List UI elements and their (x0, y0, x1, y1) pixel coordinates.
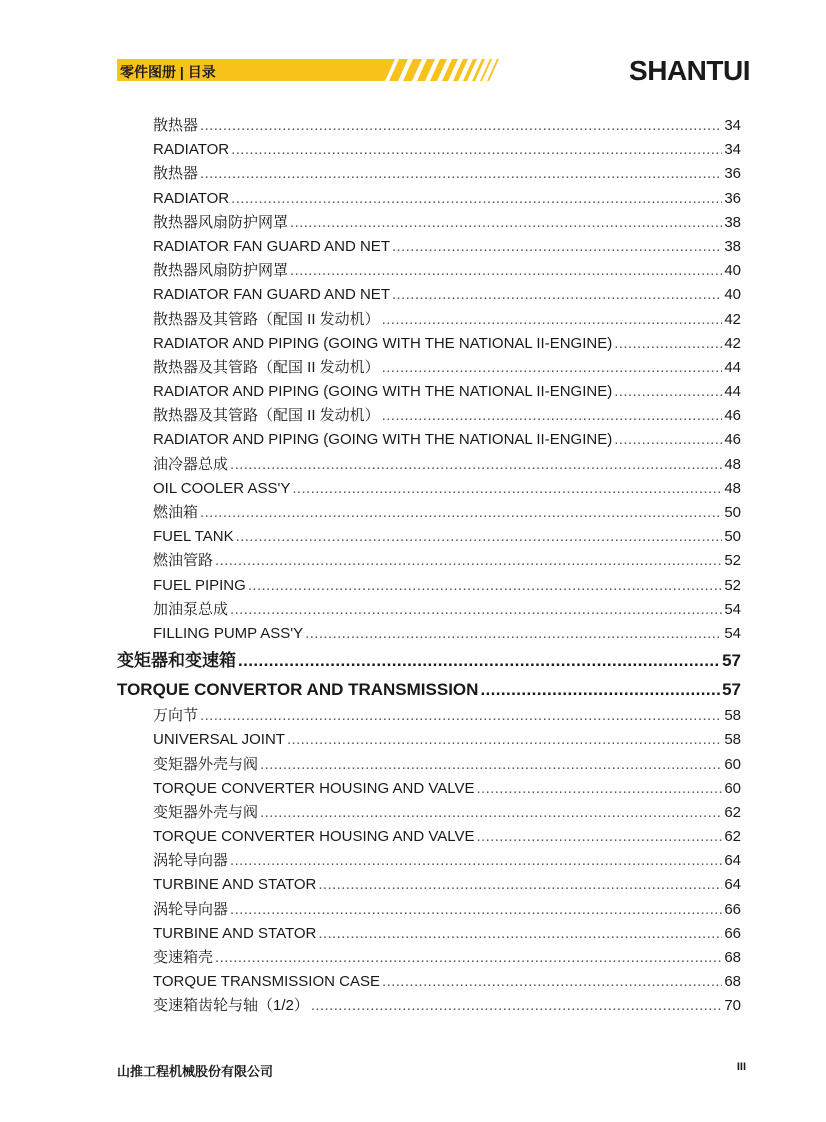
toc-leader-dots (230, 453, 722, 477)
toc-leader-dots (382, 970, 722, 994)
toc-entry-page: 44 (724, 358, 741, 376)
toc-entry[interactable] (117, 922, 741, 946)
toc-entry[interactable] (117, 898, 741, 922)
toc-entry-title: 变速箱齿轮与轴（1/2） (153, 997, 309, 1015)
toc-entry-page: 40 (724, 262, 741, 280)
toc-leader-dots (287, 728, 722, 752)
toc-leader-dots (230, 598, 722, 622)
page-number: III (736, 1061, 746, 1073)
shantui-logo: SHANTUI (629, 55, 750, 86)
toc-entry-title: FUEL TANK (153, 528, 234, 546)
toc-entry[interactable] (117, 332, 741, 356)
toc-entry[interactable] (117, 404, 741, 428)
toc-entry-page: 42 (724, 334, 741, 352)
toc-leader-dots (614, 332, 722, 356)
toc-entry-page: 36 (724, 189, 741, 207)
toc-entry-page: 68 (724, 973, 741, 991)
toc-entry[interactable] (117, 211, 741, 235)
toc-entry-title: TORQUE CONVERTER HOUSING AND VALVE (153, 779, 475, 797)
toc-entry-page: 50 (724, 504, 741, 521)
toc-entry[interactable] (117, 235, 741, 259)
toc-entry-page: 64 (724, 876, 741, 894)
toc-entry-page: 44 (724, 383, 741, 401)
toc-entry-page: 57 (722, 680, 741, 700)
toc-entry-page: 38 (724, 213, 741, 231)
toc-entry[interactable] (117, 549, 741, 573)
toc-entry-page: 54 (724, 600, 741, 618)
toc-entry-page: 66 (724, 924, 741, 942)
toc-leader-dots (476, 777, 722, 801)
toc-entry-page: 60 (724, 779, 741, 797)
toc-entry-title: FILLING PUMP ASS'Y (153, 624, 304, 642)
toc-entry-title: 散热器及其管路（配国 II 发动机） (153, 310, 380, 328)
toc-entry[interactable] (117, 187, 741, 211)
toc-entry-title: 变矩器外壳与阀 (153, 755, 259, 773)
company-name: 山推工程机械股份有限公司 (117, 1064, 274, 1079)
toc-leader-dots (290, 259, 722, 283)
toc-leader-dots (476, 825, 722, 849)
toc-entry-page: 66 (724, 900, 741, 918)
toc-leader-dots (200, 114, 722, 138)
toc-entry-page: 70 (724, 997, 741, 1015)
toc-leader-dots (382, 404, 723, 428)
table-of-contents (117, 114, 741, 1019)
toc-entry[interactable] (117, 162, 741, 186)
toc-entry-page: 58 (724, 731, 741, 749)
toc-leader-dots (200, 162, 722, 186)
toc-entry-title: 散热器及其管路（配国 II 发动机） (153, 358, 380, 376)
toc-leader-dots (248, 574, 723, 598)
toc-leader-dots (238, 646, 720, 675)
toc-leader-dots (480, 675, 720, 704)
toc-entry-page: 68 (724, 949, 741, 966)
toc-leader-dots (236, 525, 723, 549)
toc-leader-dots (215, 946, 722, 970)
toc-entry[interactable] (117, 777, 741, 801)
toc-leader-dots (382, 356, 723, 380)
toc-entry[interactable] (117, 598, 741, 622)
toc-leader-dots (305, 622, 722, 646)
toc-leader-dots (392, 235, 722, 259)
toc-entry[interactable] (117, 525, 741, 549)
toc-leader-dots (200, 501, 722, 525)
toc-leader-dots (200, 704, 722, 728)
toc-entry-title: 万向节 (153, 707, 199, 725)
toc-leader-dots (318, 873, 722, 897)
toc-entry-page: 34 (724, 141, 741, 159)
toc-entry[interactable] (117, 873, 741, 897)
toc-leader-dots (614, 380, 722, 404)
toc-entry-title: RADIATOR AND PIPING (GOING WITH THE NATIONAL II-ENGINE) (153, 383, 613, 401)
toc-entry-page: 52 (724, 552, 741, 570)
toc-entry-page: 46 (724, 407, 741, 425)
toc-entry-page: 46 (724, 431, 741, 449)
document-title: 零件图册 | 目录 (120, 64, 216, 80)
toc-entry-page: 62 (724, 803, 741, 821)
toc-entry-title: 散热器 (153, 165, 199, 183)
toc-leader-dots (382, 308, 723, 332)
toc-entry-title: TURBINE AND STATOR (153, 876, 317, 894)
toc-leader-dots (260, 801, 722, 825)
toc-entry-title: TORQUE TRANSMISSION CASE (153, 973, 380, 991)
toc-entry-title: RADIATOR (153, 141, 230, 159)
toc-entry-page: 62 (724, 828, 741, 846)
toc-entry-title: 变速箱壳 (153, 949, 214, 966)
toc-entry-title: 涡轮导向器 (153, 900, 229, 918)
toc-entry[interactable] (117, 356, 741, 380)
toc-entry-page: 54 (724, 624, 741, 642)
toc-entry-page: 52 (724, 576, 741, 594)
toc-entry-title: 涡轮导向器 (153, 852, 229, 870)
toc-entry-title: 散热器风扇防护网罩 (153, 262, 289, 280)
toc-entry-page: 64 (724, 852, 741, 870)
toc-entry-title: TORQUE CONVERTOR AND TRANSMISSION (117, 680, 479, 700)
toc-entry[interactable] (117, 704, 741, 728)
toc-entry-page: 34 (724, 117, 741, 134)
toc-entry-page: 42 (724, 310, 741, 328)
toc-entry-title: 燃油箱 (153, 504, 199, 521)
toc-entry[interactable] (117, 574, 741, 598)
toc-entry-title: 燃油管路 (153, 552, 214, 570)
toc-entry[interactable] (117, 994, 741, 1018)
toc-entry-page: 48 (724, 455, 741, 473)
toc-entry-title: 加油泵总成 (153, 600, 229, 618)
toc-leader-dots (231, 138, 722, 162)
toc-entry[interactable] (117, 849, 741, 873)
toc-entry[interactable] (117, 753, 741, 777)
toc-entry-page: 60 (724, 755, 741, 773)
toc-leader-dots (230, 849, 722, 873)
toc-leader-dots (260, 753, 722, 777)
toc-entry[interactable] (117, 453, 741, 477)
toc-entry-page: 57 (722, 651, 741, 671)
toc-entry-title: TURBINE AND STATOR (153, 924, 317, 942)
toc-entry-page: 48 (724, 479, 741, 497)
toc-entry-title: UNIVERSAL JOINT (153, 731, 285, 749)
toc-entry[interactable] (117, 114, 741, 138)
toc-entry[interactable] (117, 501, 741, 525)
toc-entry-title: OIL COOLER ASS'Y (153, 479, 291, 497)
toc-entry-page: 38 (724, 237, 741, 255)
toc-entry[interactable] (117, 622, 741, 646)
toc-entry[interactable] (117, 477, 741, 501)
toc-entry-title: 散热器 (153, 117, 199, 134)
toc-entry-title: 油冷器总成 (153, 455, 229, 473)
toc-leader-dots (311, 994, 722, 1018)
toc-entry-title: RADIATOR (153, 189, 230, 207)
toc-entry[interactable] (117, 946, 741, 970)
toc-leader-dots (230, 898, 722, 922)
toc-leader-dots (318, 922, 722, 946)
toc-entry-page: 40 (724, 286, 741, 304)
toc-entry-title: RADIATOR AND PIPING (GOING WITH THE NATIONAL II-ENGINE) (153, 431, 613, 449)
toc-chapter-entry[interactable] (117, 675, 741, 704)
toc-entry-page: 36 (724, 165, 741, 183)
toc-entry[interactable] (117, 970, 741, 994)
toc-entry[interactable] (117, 308, 741, 332)
toc-leader-dots (292, 477, 722, 501)
toc-entry-title: 散热器及其管路（配国 II 发动机） (153, 407, 380, 425)
toc-leader-dots (290, 211, 722, 235)
toc-entry[interactable] (117, 380, 741, 404)
toc-entry[interactable] (117, 728, 741, 752)
page-header (117, 55, 750, 86)
toc-entry-title: FUEL PIPING (153, 576, 246, 594)
toc-entry[interactable] (117, 428, 741, 452)
toc-leader-dots (215, 549, 722, 573)
toc-entry-title: 散热器风扇防护网罩 (153, 213, 289, 231)
toc-entry-title: RADIATOR AND PIPING (GOING WITH THE NATIONAL II-ENGINE) (153, 334, 613, 352)
toc-leader-dots (614, 428, 722, 452)
toc-chapter-entry[interactable] (117, 646, 741, 675)
toc-entry-title: RADIATOR FAN GUARD AND NET (153, 286, 390, 304)
toc-entry-page: 58 (724, 707, 741, 725)
toc-entry-title: 变矩器和变速箱 (117, 651, 236, 671)
toc-entry[interactable] (117, 801, 741, 825)
toc-entry[interactable] (117, 138, 741, 162)
toc-entry-title: 变矩器外壳与阀 (153, 803, 259, 821)
toc-leader-dots (231, 187, 722, 211)
toc-entry-title: RADIATOR FAN GUARD AND NET (153, 237, 390, 255)
toc-leader-dots (392, 283, 722, 307)
toc-entry[interactable] (117, 825, 741, 849)
toc-entry[interactable] (117, 283, 741, 307)
toc-entry-title: TORQUE CONVERTER HOUSING AND VALVE (153, 828, 475, 846)
toc-entry[interactable] (117, 259, 741, 283)
toc-entry-page: 50 (724, 528, 741, 546)
